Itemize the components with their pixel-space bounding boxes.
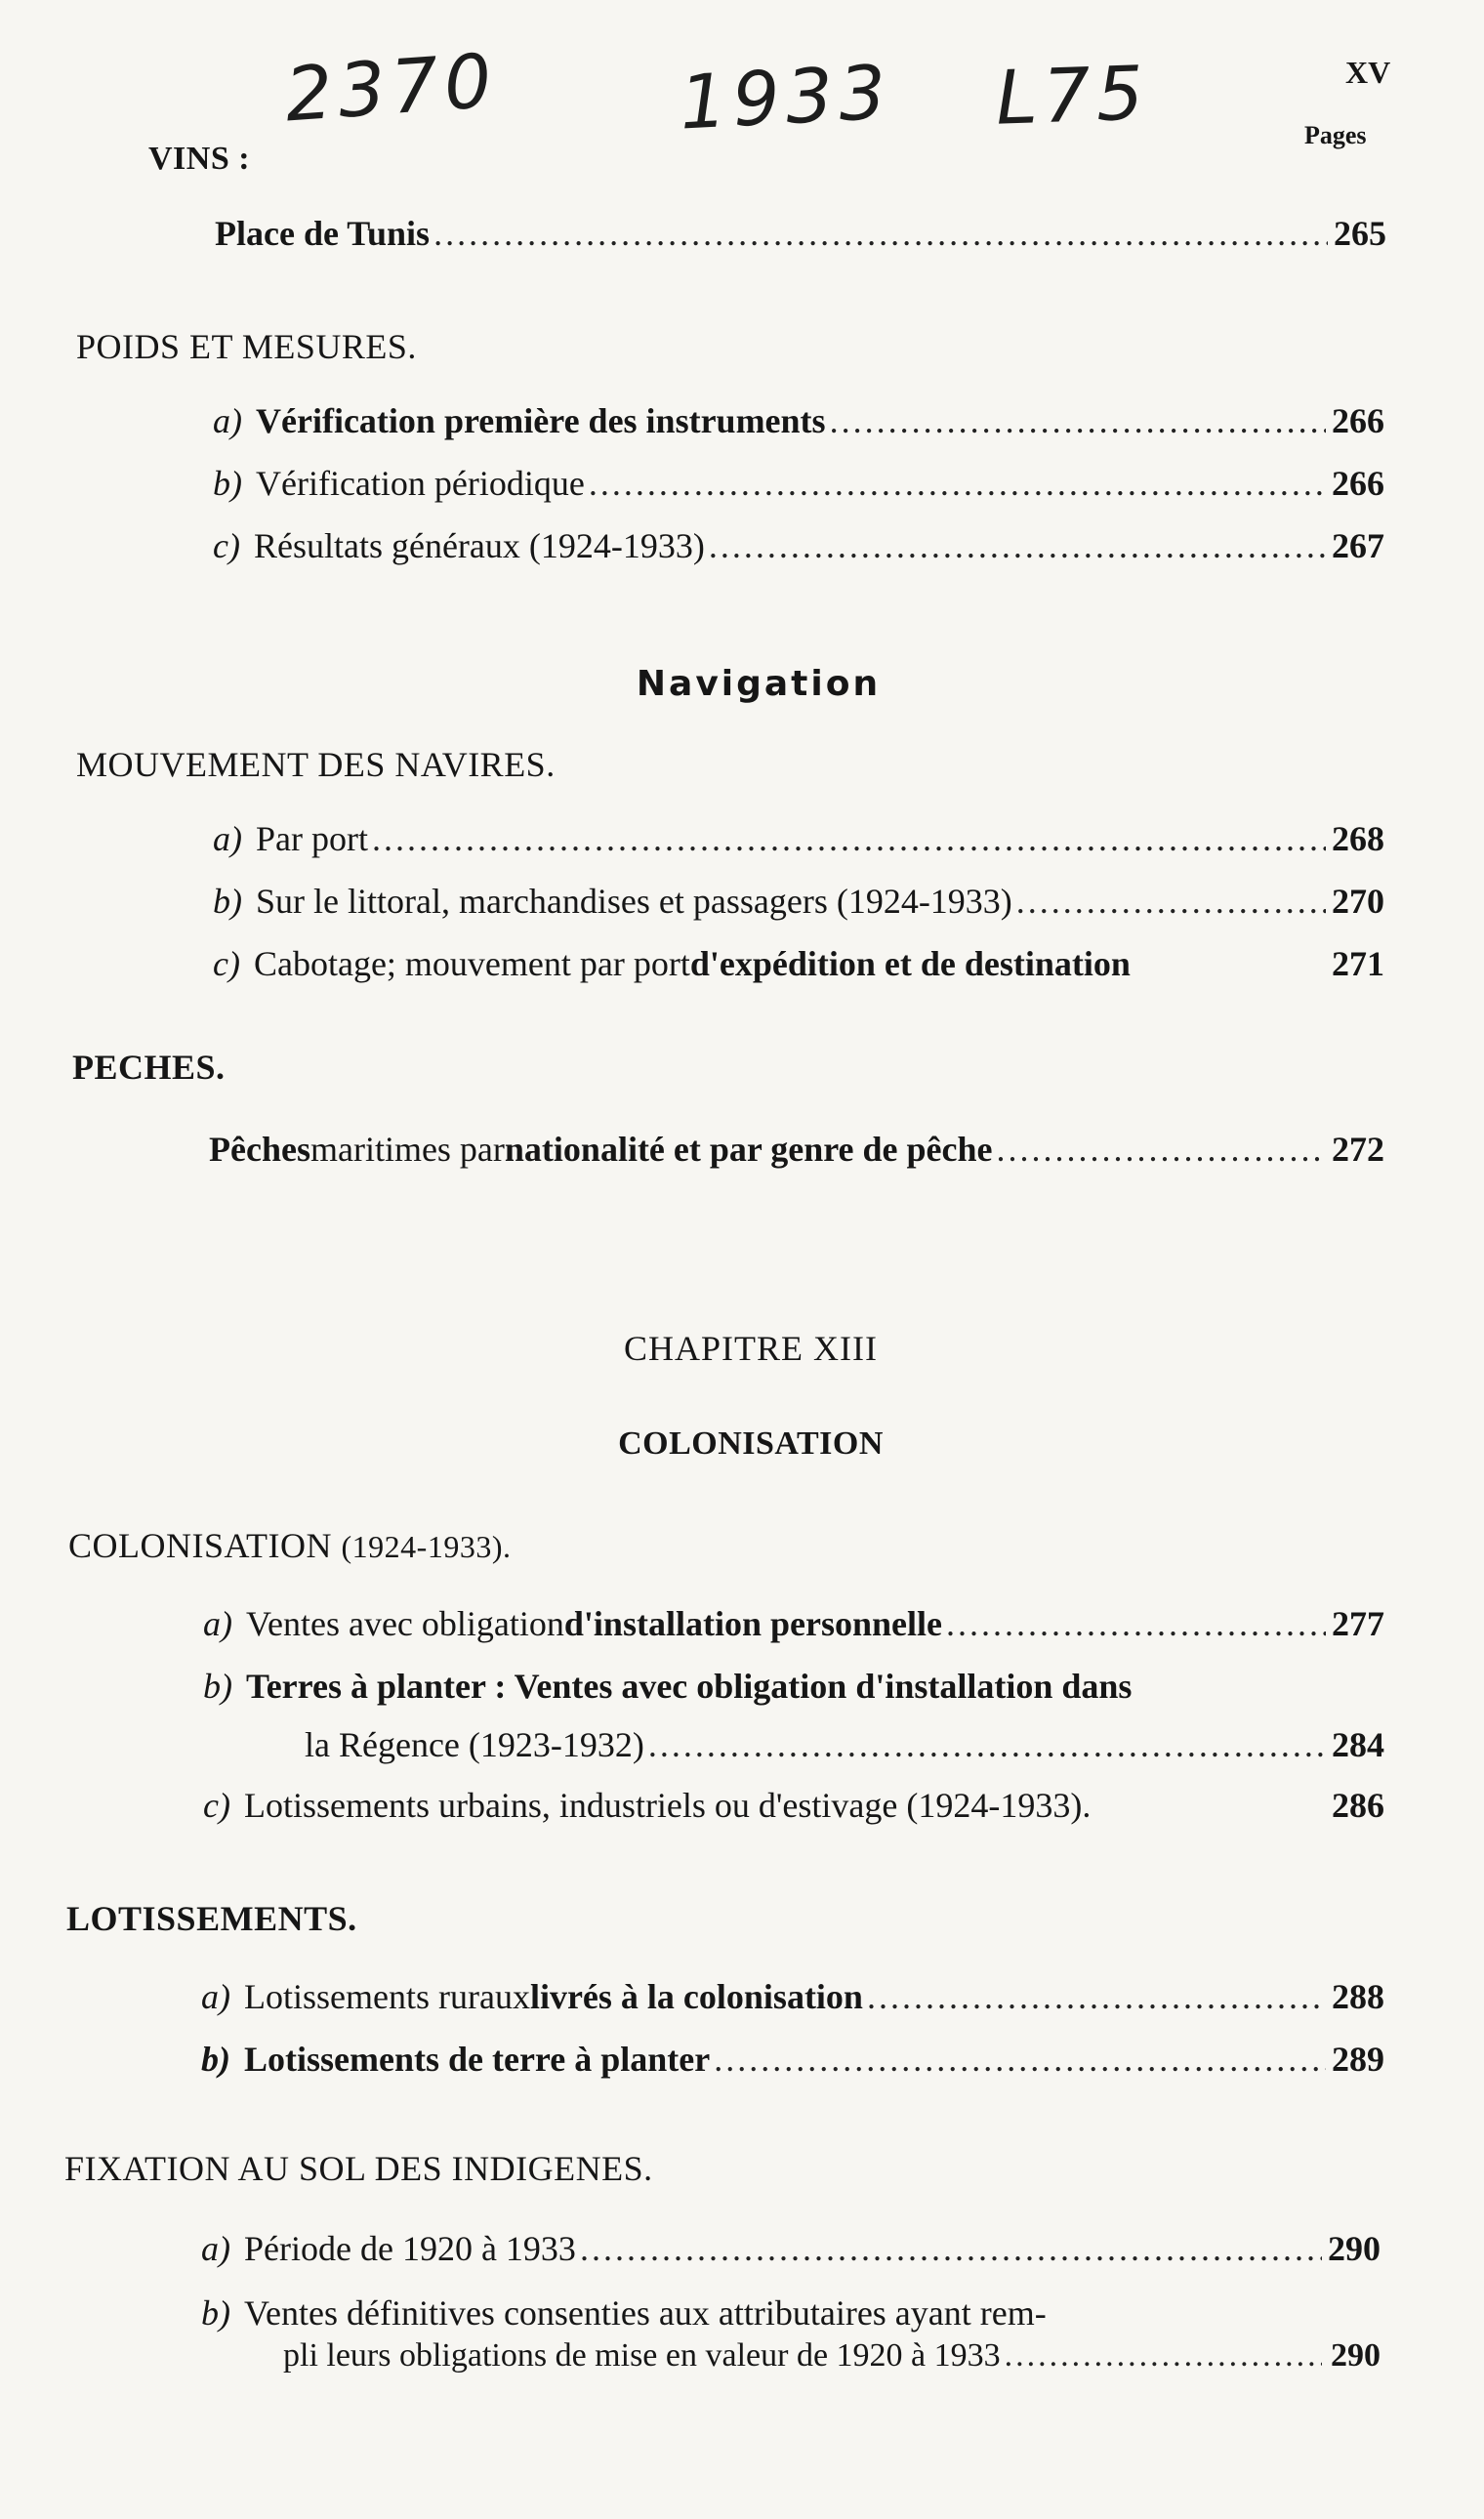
- entry-page: 286: [1332, 1786, 1384, 1825]
- entry-letter: b): [213, 464, 242, 503]
- entry-letter: c): [203, 1786, 230, 1825]
- entry-title-bold: d'expédition et de destination: [689, 944, 1131, 983]
- entry-page: 265: [1334, 214, 1386, 253]
- entry-letter: a): [203, 1604, 232, 1643]
- dot-leader: [648, 1724, 1326, 1765]
- entry-page: 288: [1332, 1977, 1384, 2016]
- entry-title: Sur le littoral, marchandises et passagers (1924-1933): [256, 882, 1012, 921]
- entry-title: Lotissements urbains, industriels ou d'estivage (1924-1933).: [243, 1786, 1092, 1825]
- handwritten-note-l75: L75: [994, 49, 1151, 142]
- toc-entry: [201, 1976, 1384, 2017]
- section-heading-text: COLONISATION: [68, 1526, 332, 1565]
- entry-letter: b): [213, 882, 242, 921]
- toc-entry: [201, 2039, 1384, 2080]
- entry-letter: b): [203, 1667, 232, 1706]
- entry-letter: c): [213, 944, 240, 983]
- section-heading-poids: POIDS ET MESURES.: [76, 327, 417, 366]
- toc-entry: [215, 213, 1386, 254]
- toc-entry: [213, 818, 1384, 859]
- toc-entry: [213, 463, 1384, 504]
- entry-title: Ventes avec obligation: [246, 1604, 564, 1643]
- entry-title: Cabotage; mouvement par port: [253, 944, 690, 983]
- toc-entry: [213, 525, 1384, 566]
- chapter-title: COLONISATION: [618, 1425, 884, 1462]
- toc-entry: [201, 2228, 1381, 2269]
- section-heading-colonisation: [68, 1525, 511, 1566]
- page-number: XV: [1345, 55, 1391, 90]
- entry-page: 270: [1332, 882, 1384, 921]
- dot-leader: [580, 2228, 1322, 2269]
- toc-entry: [213, 400, 1384, 441]
- dot-leader: [714, 2039, 1326, 2080]
- entry-title-bold: nationalité et par genre de pêche: [504, 1130, 993, 1169]
- entry-letter: a): [213, 819, 242, 858]
- entry-title-continuation: pli leurs obligations de mise en valeur de 1920 à 1933: [283, 2337, 1001, 2374]
- entry-title: Vérification première des instruments: [256, 401, 826, 440]
- entry-letter: a): [201, 1977, 230, 2016]
- dot-leader: [1005, 2337, 1322, 2374]
- entry-page: 266: [1332, 401, 1384, 440]
- entry-title: Ventes définitives consenties aux attributaires ayant rem-: [244, 2293, 1047, 2333]
- dot-leader: [433, 213, 1328, 254]
- entry-title-bold: d'installation personnelle: [563, 1604, 942, 1643]
- dot-leader: [830, 400, 1326, 441]
- entry-title: Période de 1920 à 1933: [244, 2229, 576, 2268]
- entry-letter: a): [201, 2229, 230, 2268]
- entry-letter: c): [213, 526, 240, 565]
- section-heading-peches: PECHES.: [72, 1048, 226, 1087]
- toc-entry-continuation: [305, 1724, 1384, 1765]
- entry-title-continuation: la Régence (1923-1932): [305, 1725, 644, 1764]
- entry-title: Résultats généraux (1924-1933): [253, 526, 705, 565]
- entry-title: Par port: [256, 819, 368, 858]
- dot-leader: [1016, 881, 1326, 922]
- entry-page: 271: [1332, 944, 1384, 983]
- entry-page: 267: [1332, 526, 1384, 565]
- section-heading-mouvement: MOUVEMENT DES NAVIRES.: [76, 745, 556, 784]
- toc-entry: [209, 1129, 1384, 1170]
- dot-leader: [589, 463, 1326, 504]
- entry-page: 272: [1332, 1130, 1384, 1169]
- entry-title-bold: Pêches: [209, 1130, 310, 1169]
- handwritten-note-2370: 2370: [282, 36, 501, 139]
- entry-page: 290: [1328, 2229, 1381, 2268]
- dot-leader: [867, 1976, 1326, 2017]
- toc-entry: [203, 1785, 1384, 1826]
- handwritten-note-1933: 1933: [677, 48, 894, 146]
- dot-leader: [997, 1129, 1326, 1170]
- entry-title: Place de Tunis: [215, 214, 431, 253]
- entry-page: 290: [1331, 2337, 1381, 2374]
- entry-page: 266: [1332, 464, 1384, 503]
- entry-letter: b): [201, 2040, 230, 2079]
- dot-leader: [709, 525, 1326, 566]
- section-heading-lotissements: LOTISSEMENTS.: [66, 1899, 357, 1938]
- toc-entry: [201, 2292, 1381, 2333]
- entry-page: 284: [1332, 1725, 1384, 1764]
- section-heading-fixation: FIXATION AU SOL DES INDIGENES.: [64, 2149, 653, 2188]
- entry-title: Terres à planter : Ventes avec obligation d'installation dans: [246, 1667, 1133, 1706]
- entry-page: 289: [1332, 2040, 1384, 2079]
- entry-letter: b): [201, 2293, 230, 2333]
- section-heading-years: (1924-1933).: [341, 1529, 512, 1564]
- entry-page: 268: [1332, 819, 1384, 858]
- toc-entry: [203, 1603, 1384, 1644]
- entry-page: 277: [1332, 1604, 1384, 1643]
- entry-title-bold: livrés à la colonisation: [529, 1977, 863, 2016]
- entry-title: maritimes par: [309, 1130, 505, 1169]
- toc-entry-continuation: [283, 2337, 1381, 2374]
- subheading-navigation: Navigation: [636, 664, 882, 704]
- toc-entry: [213, 881, 1384, 922]
- toc-entry: [213, 943, 1384, 984]
- dot-leader: [372, 818, 1326, 859]
- entry-letter: a): [213, 401, 242, 440]
- entry-title: Lotissements de terre à planter: [244, 2040, 711, 2079]
- entry-title: Lotissements ruraux: [244, 1977, 530, 2016]
- toc-entry: [203, 1666, 1384, 1707]
- section-heading-vins: VINS :: [148, 141, 251, 177]
- entry-title: Vérification périodique: [256, 464, 585, 503]
- dot-leader: [946, 1603, 1326, 1644]
- chapter-number: CHAPITRE XIII: [624, 1329, 878, 1368]
- pages-column-label: Pages: [1304, 121, 1367, 149]
